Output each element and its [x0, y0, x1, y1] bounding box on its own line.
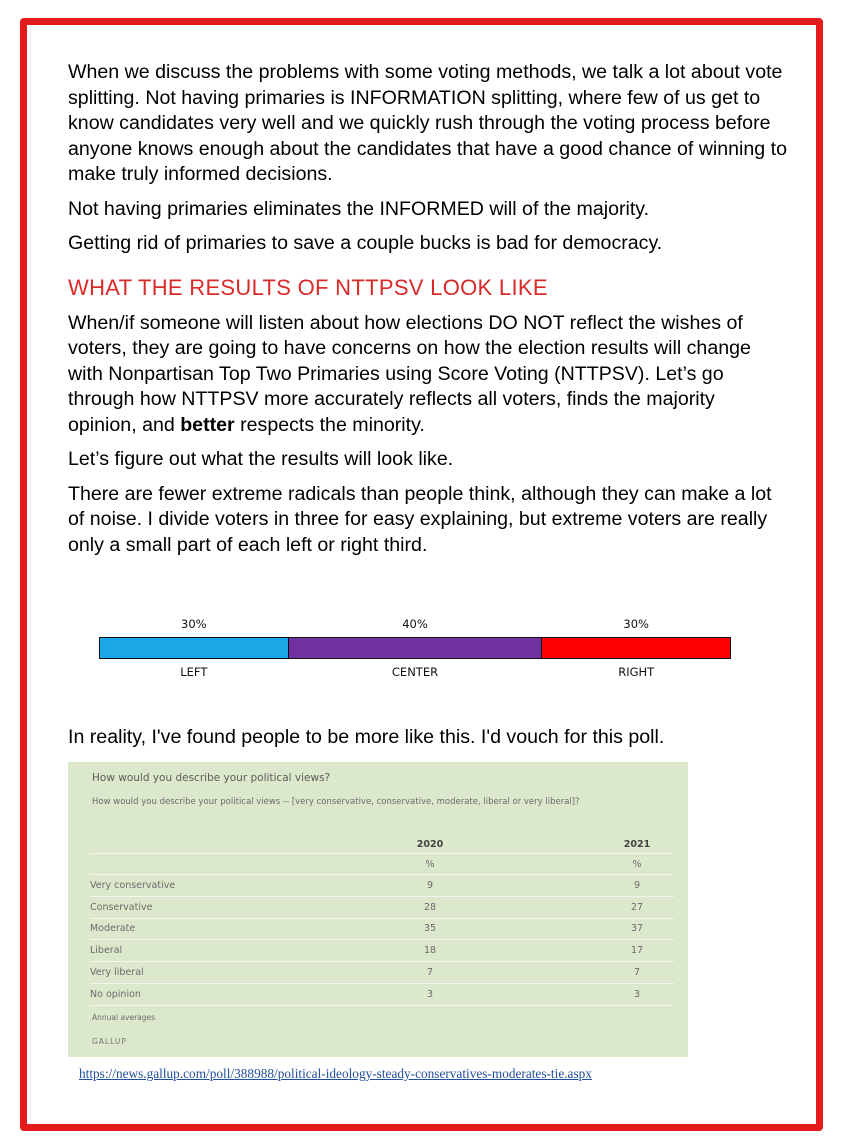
poll-row — [90, 983, 674, 1005]
poll-row-2021: 17 — [600, 940, 674, 962]
spectrum-segment-right — [541, 638, 730, 658]
poll-row-2021: 27 — [600, 896, 674, 918]
poll-row — [90, 962, 674, 984]
spectrum-label-center: CENTER — [391, 665, 439, 679]
poll-row-2021: 37 — [600, 918, 674, 940]
poll-row-2021: 3 — [600, 983, 674, 1005]
intro-paragraph-2: Not having primaries eliminates the INFORMED will of the majority. — [68, 197, 650, 220]
poll-row-2020: 35 — [390, 918, 470, 940]
poll-row-2020: 7 — [390, 962, 470, 984]
intro-paragraph-1: When we discuss the problems with some voting methods, we talk a lot about vote splitting. Not having primaries is INFORMATION splitting, where few of us get to know candidates very well and we quickly rush through the voting process before anyone knows enough about the candidates that have a good chance of winning to make truly informed decisions. — [68, 61, 787, 185]
spectrum-segment-left — [100, 638, 288, 658]
bold-better: better — [180, 413, 235, 436]
poll-row-label: No opinion — [90, 983, 390, 1005]
gallup-poll-table — [68, 762, 688, 1057]
poll-row-2020: 3 — [390, 983, 470, 1005]
unit-2020: % — [390, 854, 470, 875]
section-heading: WHAT THE RESULTS OF NTTPSV LOOK LIKE — [68, 274, 548, 300]
poll-row-label: Liberal — [90, 940, 390, 962]
spectrum-group-labels — [99, 665, 731, 681]
poll-data-table — [90, 835, 674, 1006]
article-body — [68, 60, 788, 567]
poll-row — [90, 875, 674, 897]
spectrum-label-left: LEFT — [180, 665, 208, 679]
poll-row-2021: 9 — [600, 875, 674, 897]
spectrum-percent-left: 30% — [181, 617, 207, 631]
poll-title: How would you describe your political views? — [92, 772, 331, 784]
poll-footnote: Annual averages — [92, 1013, 156, 1022]
spectrum-bar — [99, 637, 731, 659]
spectrum-percent-right: 30% — [623, 617, 649, 631]
poll-row-2020: 28 — [390, 896, 470, 918]
poll-row-2020: 18 — [390, 940, 470, 962]
section-paragraph-1: When/if someone will listen about how elections DO NOT reflect the wishes of voters, they are going to have concerns on how the election results will change with Nonpartisan Top Two Primaries using Score Voting (NTTPSV). Let’s go through how NTTPSV more accurately reflects all voters, finds the majority opinion, and better respects the minority. — [68, 311, 751, 436]
poll-row — [90, 940, 674, 962]
poll-row — [90, 918, 674, 940]
spectrum-percent-center: 40% — [402, 617, 428, 631]
poll-header-row — [90, 835, 674, 854]
political-spectrum-bar — [99, 617, 731, 677]
col-2021: 2021 — [600, 835, 674, 854]
intro-paragraph-3: Getting rid of primaries to save a couple bucks is bad for democracy. — [68, 232, 663, 254]
reality-text: In reality, I've found people to be more like this. I'd vouch for this poll. — [68, 726, 665, 748]
col-2020: 2020 — [390, 835, 470, 854]
poll-row-label: Very liberal — [90, 962, 390, 984]
poll-row — [90, 896, 674, 918]
poll-row-label: Moderate — [90, 918, 390, 940]
poll-row-2020: 9 — [390, 875, 470, 897]
spectrum-label-right: RIGHT — [618, 665, 655, 679]
poll-row-label: Very conservative — [90, 875, 390, 897]
poll-row-2021: 7 — [600, 962, 674, 984]
unit-2021: % — [600, 854, 674, 875]
poll-source: GALLUP — [92, 1037, 127, 1046]
poll-unit-row — [90, 854, 674, 875]
spectrum-segment-center — [288, 638, 540, 658]
spectrum-percent-labels — [99, 617, 731, 633]
section-paragraph-3: There are fewer extreme radicals than people think, although they can make a lot of noise. I divide voters in three for easy explaining, but extreme voters are really only a small part of each left or right third. — [68, 482, 772, 556]
poll-row-label: Conservative — [90, 896, 390, 918]
poll-subtitle: How would you describe your political views -- [very conservative, conservative, moderate, liberal or very liberal]? — [92, 797, 580, 807]
section-paragraph-2: Let’s figure out what the results will look like. — [68, 448, 454, 470]
gallup-source-link[interactable]: https://news.gallup.com/poll/388988/political-ideology-steady-conservatives-moderates-tie.aspx — [79, 1066, 592, 1081]
